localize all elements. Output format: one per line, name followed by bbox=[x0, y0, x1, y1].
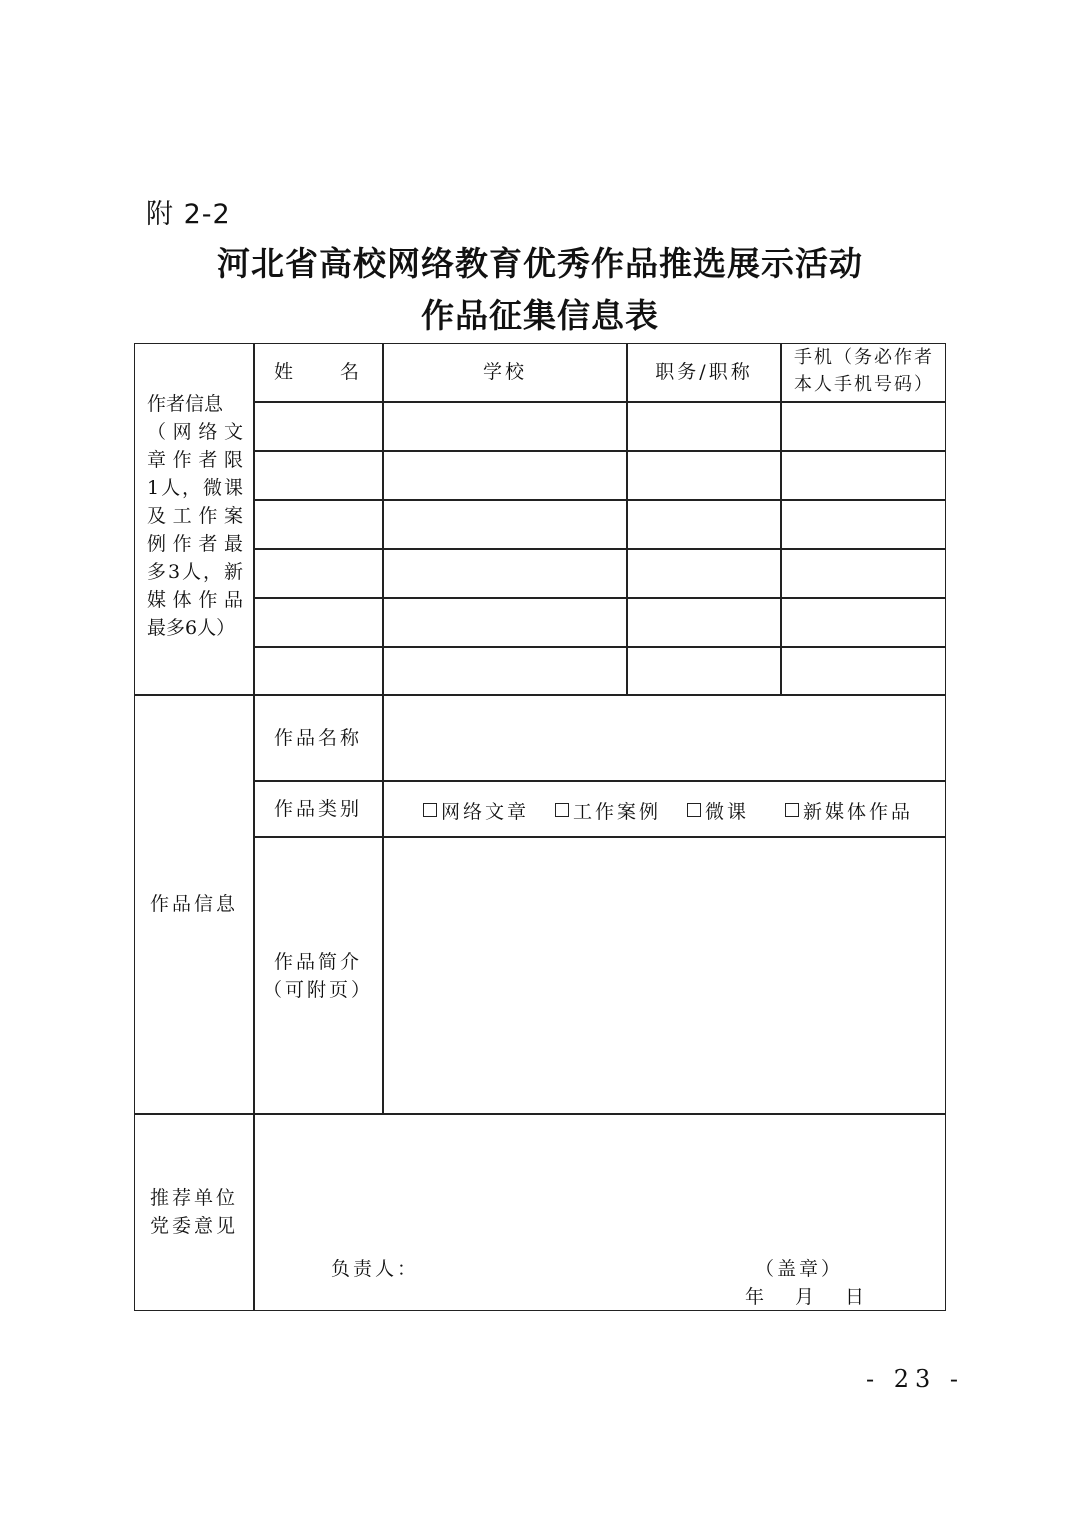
row-divider-work-category bbox=[253, 836, 945, 838]
col-divider-label bbox=[253, 344, 255, 1310]
form-title-line2: 作品征集信息表 bbox=[421, 296, 659, 335]
header-phone-line1: 手机（务必作者 bbox=[794, 347, 934, 368]
category-option-label: 网络文章 bbox=[441, 800, 530, 823]
work-category-options bbox=[423, 796, 913, 824]
date-label: 年 月 日 bbox=[745, 1286, 871, 1308]
category-option-microcourse[interactable] bbox=[687, 797, 749, 824]
attachment-label: 附 2-2 bbox=[146, 199, 231, 230]
author-label-line: 1人，微课 bbox=[147, 477, 243, 499]
checkbox-icon[interactable] bbox=[423, 803, 437, 817]
header-school: 学校 bbox=[482, 361, 527, 383]
work-intro-label-line2: （可附页） bbox=[262, 979, 373, 1001]
checkbox-icon[interactable] bbox=[687, 803, 701, 817]
author-label-line: 多3人，新 bbox=[147, 561, 243, 583]
author-label-line: 作者信息 bbox=[147, 393, 224, 415]
page-number: - 23 - bbox=[866, 1365, 965, 1393]
header-name: 姓 名 bbox=[273, 361, 362, 383]
row-divider-author-3 bbox=[253, 548, 945, 550]
checkbox-icon[interactable] bbox=[555, 803, 569, 817]
responsible-person-label: 负责人： bbox=[331, 1258, 420, 1280]
author-info-label bbox=[147, 390, 243, 642]
category-option-newmedia[interactable] bbox=[785, 797, 913, 824]
info-form-table bbox=[134, 343, 946, 1311]
col-divider-school bbox=[626, 344, 628, 694]
category-option-label: 工作案例 bbox=[573, 800, 662, 823]
category-option-case[interactable] bbox=[555, 797, 661, 824]
work-name-label: 作品名称 bbox=[273, 727, 362, 749]
row-divider-header bbox=[253, 401, 945, 403]
author-label-line: 媒体作品 bbox=[147, 589, 243, 611]
row-divider-work-name bbox=[253, 780, 945, 782]
row-divider-author-4 bbox=[253, 597, 945, 599]
work-category-label: 作品类别 bbox=[273, 798, 362, 820]
recommend-label-line2: 党委意见 bbox=[149, 1215, 238, 1237]
author-label-line: 及工作案 bbox=[147, 505, 243, 527]
work-info-label: 作品信息 bbox=[149, 893, 238, 915]
category-option-label: 微课 bbox=[705, 800, 750, 823]
author-label-line: 最多6人） bbox=[147, 617, 236, 639]
work-intro-label-line1: 作品简介 bbox=[273, 951, 362, 973]
author-label-line: 例作者最 bbox=[147, 533, 243, 555]
author-label-line: （网络文 bbox=[147, 421, 243, 443]
header-position: 职务/职称 bbox=[655, 361, 753, 383]
checkbox-icon[interactable] bbox=[785, 803, 799, 817]
section-divider-author bbox=[135, 694, 945, 696]
form-title-line1: 河北省高校网络教育优秀作品推选展示活动 bbox=[217, 244, 863, 283]
section-divider-work bbox=[135, 1113, 945, 1115]
col-divider-name bbox=[382, 344, 384, 1113]
row-divider-author-2 bbox=[253, 499, 945, 501]
row-divider-author-5 bbox=[253, 646, 945, 648]
category-option-article[interactable] bbox=[423, 797, 529, 824]
seal-label: （盖章） bbox=[755, 1258, 844, 1280]
recommend-label-line1: 推荐单位 bbox=[149, 1187, 238, 1209]
author-label-line: 章作者限 bbox=[147, 449, 243, 471]
row-divider-author-1 bbox=[253, 450, 945, 452]
header-phone-line2: 本人手机号码） bbox=[794, 374, 934, 395]
category-option-label: 新媒体作品 bbox=[803, 800, 914, 823]
